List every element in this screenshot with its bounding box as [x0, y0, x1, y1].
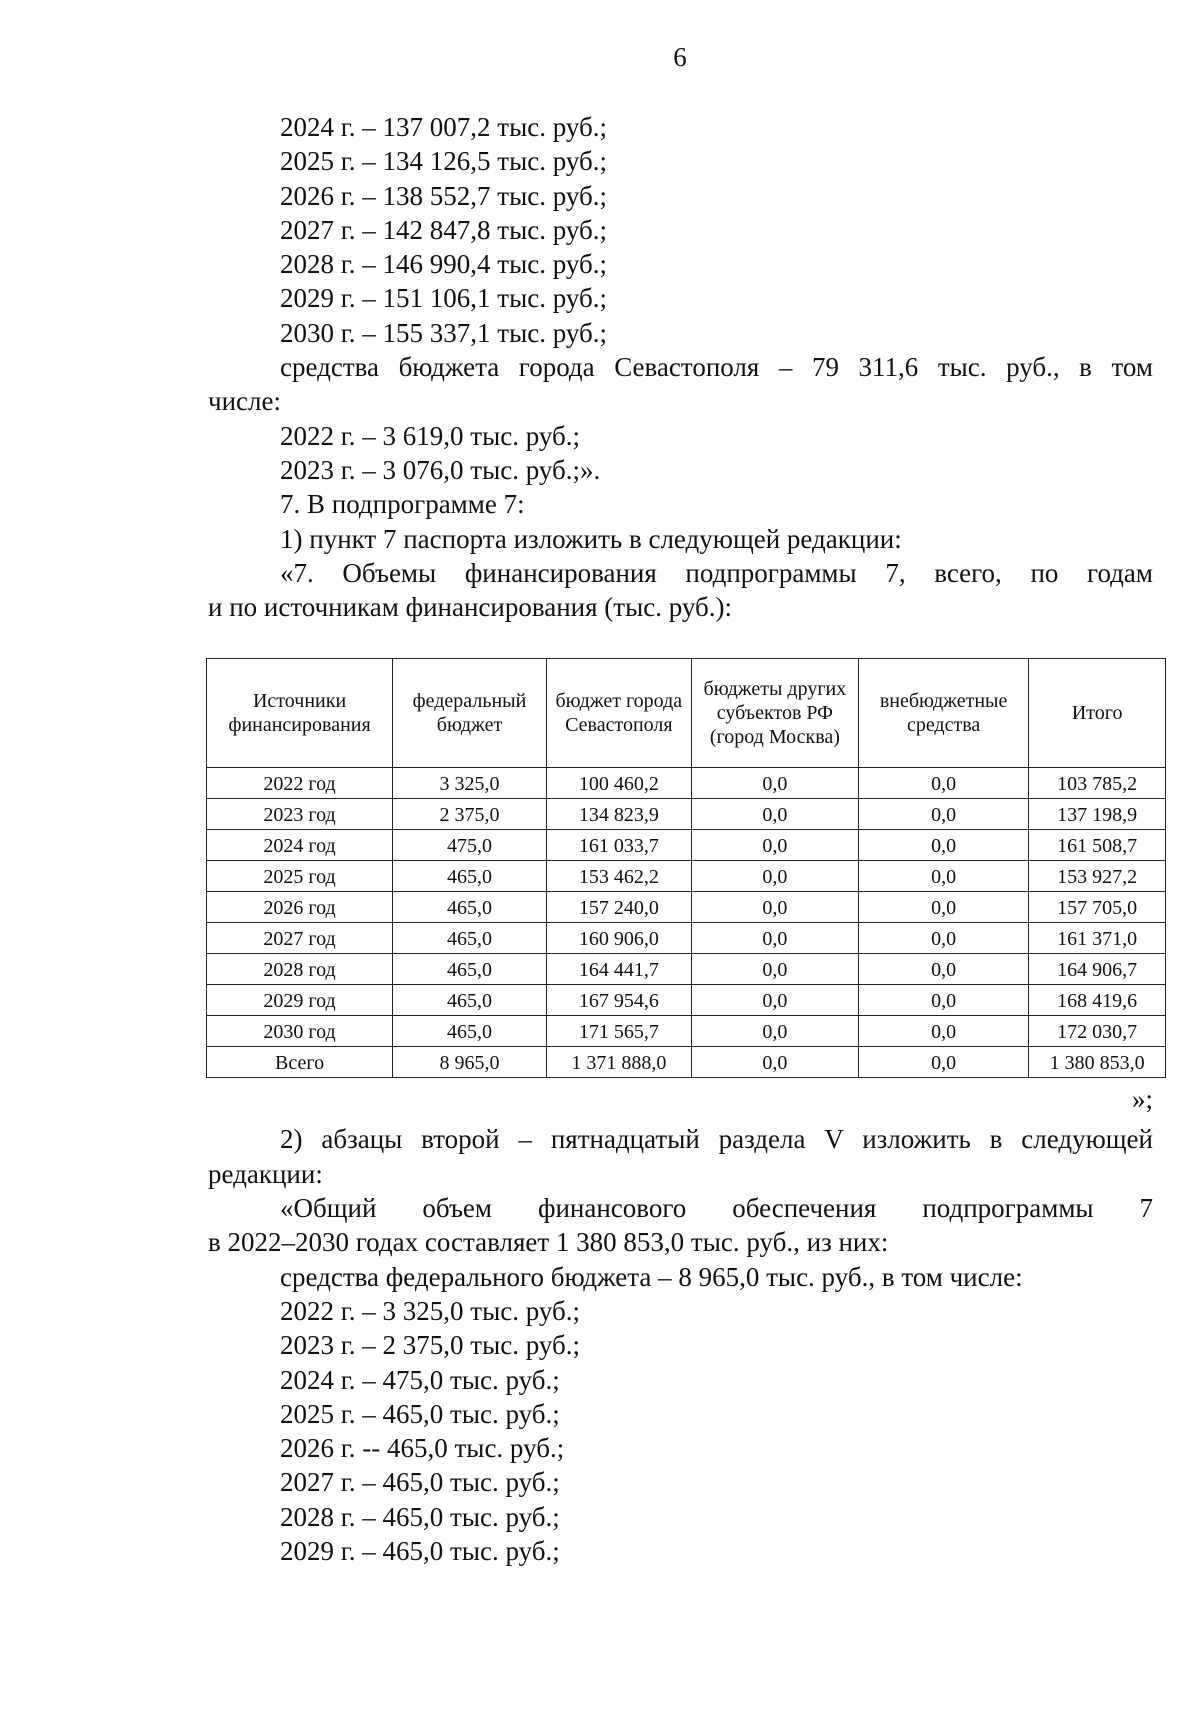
cell-year: 2028 год — [207, 954, 393, 985]
cell-extrabudgetary: 0,0 — [858, 985, 1028, 1016]
year-amount-list-federal — [208, 1294, 1153, 1568]
cell-year: 2025 год — [207, 861, 393, 892]
cell-federal: 465,0 — [393, 892, 547, 923]
cell-total: 161 508,7 — [1029, 830, 1166, 861]
cell-federal: 3 325,0 — [393, 768, 547, 799]
total-funding-paragraph — [208, 1191, 1153, 1260]
item7-subitem1: 1) пункт 7 паспорта изложить в следующей редакции: — [280, 523, 902, 554]
header-extrabudgetary: внебюджетные средства — [858, 659, 1028, 768]
cell-total: 153 927,2 — [1029, 861, 1166, 892]
cell-extrabudgetary: 0,0 — [858, 954, 1028, 985]
cell-extrabudgetary: 0,0 — [858, 892, 1028, 923]
cell-sevastopol: 134 823,9 — [546, 799, 691, 830]
item7-subitem2-paragraph — [208, 1122, 1153, 1191]
cell-sevastopol: 160 906,0 — [546, 923, 691, 954]
cell-federal: 465,0 — [393, 861, 547, 892]
list-item: 2027 г. – 142 847,8 тыс. руб.; — [280, 214, 607, 245]
cell-year: 2026 год — [207, 892, 393, 923]
cell-extrabudgetary: 0,0 — [858, 1016, 1028, 1047]
cell-sevastopol: 157 240,0 — [546, 892, 691, 923]
federal-budget-intro: средства федерального бюджета – 8 965,0 тыс. руб., в том числе: — [280, 1261, 1023, 1292]
header-sevastopol-budget: бюджет города Севастополя — [546, 659, 691, 768]
cell-other-subjects: 0,0 — [691, 1047, 858, 1078]
list-item: 2030 г. – 155 337,1 тыс. руб.; — [280, 317, 607, 348]
cell-year: 2030 год — [207, 1016, 393, 1047]
word: финансового — [537, 1193, 687, 1224]
list-item: 2025 г. – 134 126,5 тыс. руб.; — [280, 146, 607, 177]
list-item: 2027 г. – 465,0 тыс. руб.; — [280, 1467, 560, 1498]
item7-heading: 7. В подпрограмме 7: — [280, 489, 525, 520]
table-row — [207, 830, 1166, 861]
table-row — [207, 892, 1166, 923]
cell-total: 161 371,0 — [1029, 923, 1166, 954]
cell-federal: 465,0 — [393, 923, 547, 954]
word: «Общий — [280, 1193, 377, 1224]
table-row — [207, 954, 1166, 985]
cell-federal: 465,0 — [393, 954, 547, 985]
cell-extrabudgetary: 0,0 — [858, 923, 1028, 954]
document-body — [208, 110, 1153, 1568]
cell-other-subjects: 0,0 — [691, 954, 858, 985]
table-header-row — [207, 659, 1166, 768]
list-item: 2023 г. – 3 076,0 тыс. руб.;». — [280, 454, 601, 485]
cell-year: 2024 год — [207, 830, 393, 861]
table-row — [207, 923, 1166, 954]
header-other-subjects-budget: бюджеты других субъектов РФ (город Москва) — [691, 659, 858, 768]
financing-table — [206, 658, 1166, 1078]
cell-federal: 465,0 — [393, 985, 547, 1016]
list-item: 2029 г. – 151 106,1 тыс. руб.; — [280, 283, 607, 314]
word: 7 — [1139, 1193, 1153, 1224]
cell-extrabudgetary: 0,0 — [858, 830, 1028, 861]
cell-year: 2027 год — [207, 923, 393, 954]
paragraph-line: числе: — [208, 386, 281, 417]
quote-closing-mark: »; — [1131, 1084, 1153, 1115]
list-item: 2025 г. – 465,0 тыс. руб.; — [280, 1398, 560, 1429]
cell-extrabudgetary: 0,0 — [858, 768, 1028, 799]
cell-total: 1 380 853,0 — [1029, 1047, 1166, 1078]
year-amount-list-top — [208, 110, 1153, 350]
paragraph-line: и по источникам финансирования (тыс. руб.): — [208, 592, 732, 623]
cell-total: 103 785,2 — [1029, 768, 1166, 799]
word: подпрограммы — [922, 1193, 1094, 1224]
list-item: 2024 г. – 137 007,2 тыс. руб.; — [280, 112, 607, 142]
table-body — [207, 768, 1166, 1078]
list-item: 2028 г. – 146 990,4 тыс. руб.; — [280, 249, 607, 280]
table-row — [207, 985, 1166, 1016]
cell-other-subjects: 0,0 — [691, 768, 858, 799]
item7-quote-paragraph — [208, 556, 1153, 625]
cell-total: 168 419,6 — [1029, 985, 1166, 1016]
header-total: Итого — [1029, 659, 1166, 768]
cell-other-subjects: 0,0 — [691, 892, 858, 923]
cell-year: Всего — [207, 1047, 393, 1078]
cell-federal: 465,0 — [393, 1016, 547, 1047]
cell-extrabudgetary: 0,0 — [858, 1047, 1028, 1078]
cell-sevastopol: 1 371 888,0 — [546, 1047, 691, 1078]
cell-sevastopol: 167 954,6 — [546, 985, 691, 1016]
cell-total: 157 705,0 — [1029, 892, 1166, 923]
cell-other-subjects: 0,0 — [691, 985, 858, 1016]
table-row — [207, 1016, 1166, 1047]
word: обеспечения — [732, 1193, 877, 1224]
cell-sevastopol: 161 033,7 — [546, 830, 691, 861]
paragraph-line: в 2022–2030 годах составляет 1 380 853,0 тыс. руб., из них: — [208, 1227, 889, 1258]
cell-federal: 2 375,0 — [393, 799, 547, 830]
cell-total: 137 198,9 — [1029, 799, 1166, 830]
list-item: 2026 г. – 138 552,7 тыс. руб.; — [280, 180, 607, 211]
list-item: 2022 г. – 3 619,0 тыс. руб.; — [280, 420, 580, 451]
sevastopol-budget-paragraph — [208, 350, 1153, 419]
year-amount-list-sevastopol — [208, 419, 1153, 488]
cell-other-subjects: 0,0 — [691, 923, 858, 954]
cell-year: 2022 год — [207, 768, 393, 799]
word: объем — [422, 1193, 492, 1224]
cell-federal: 8 965,0 — [393, 1047, 547, 1078]
cell-sevastopol: 164 441,7 — [546, 954, 691, 985]
cell-other-subjects: 0,0 — [691, 830, 858, 861]
table-row — [207, 861, 1166, 892]
cell-federal: 475,0 — [393, 830, 547, 861]
cell-sevastopol: 100 460,2 — [546, 768, 691, 799]
list-item: 2023 г. – 2 375,0 тыс. руб.; — [280, 1330, 580, 1361]
cell-sevastopol: 171 565,7 — [546, 1016, 691, 1047]
cell-sevastopol: 153 462,2 — [546, 861, 691, 892]
table-row — [207, 799, 1166, 830]
list-item: 2029 г. – 465,0 тыс. руб.; — [280, 1536, 560, 1567]
paragraph-line — [208, 1191, 1153, 1225]
cell-year: 2023 год — [207, 799, 393, 830]
list-item: 2022 г. – 3 325,0 тыс. руб.; — [280, 1295, 580, 1326]
paragraph-line: средства бюджета города Севастополя – 79 311,6 тыс. руб., в том — [280, 352, 1153, 383]
cell-other-subjects: 0,0 — [691, 861, 858, 892]
table-row — [207, 1047, 1166, 1078]
cell-year: 2029 год — [207, 985, 393, 1016]
cell-other-subjects: 0,0 — [691, 799, 858, 830]
paragraph-line: «7. Объемы финансирования подпрограммы 7, всего, по годам — [280, 557, 1153, 588]
list-item: 2024 г. – 475,0 тыс. руб.; — [280, 1364, 560, 1395]
cell-extrabudgetary: 0,0 — [858, 861, 1028, 892]
header-sources: Источники финансирования — [207, 659, 393, 768]
list-item: 2028 г. – 465,0 тыс. руб.; — [280, 1501, 560, 1532]
cell-total: 164 906,7 — [1029, 954, 1166, 985]
paragraph-line: редакции: — [208, 1158, 323, 1189]
header-federal-budget: федеральный бюджет — [393, 659, 547, 768]
paragraph-line: 2) абзацы второй – пятнадцатый раздела V изложить в следующей — [280, 1124, 1153, 1155]
cell-other-subjects: 0,0 — [691, 1016, 858, 1047]
page-number: 6 — [673, 42, 687, 72]
cell-extrabudgetary: 0,0 — [858, 799, 1028, 830]
list-item: 2026 г. -- 465,0 тыс. руб.; — [280, 1433, 565, 1464]
cell-total: 172 030,7 — [1029, 1016, 1166, 1047]
table-row — [207, 768, 1166, 799]
